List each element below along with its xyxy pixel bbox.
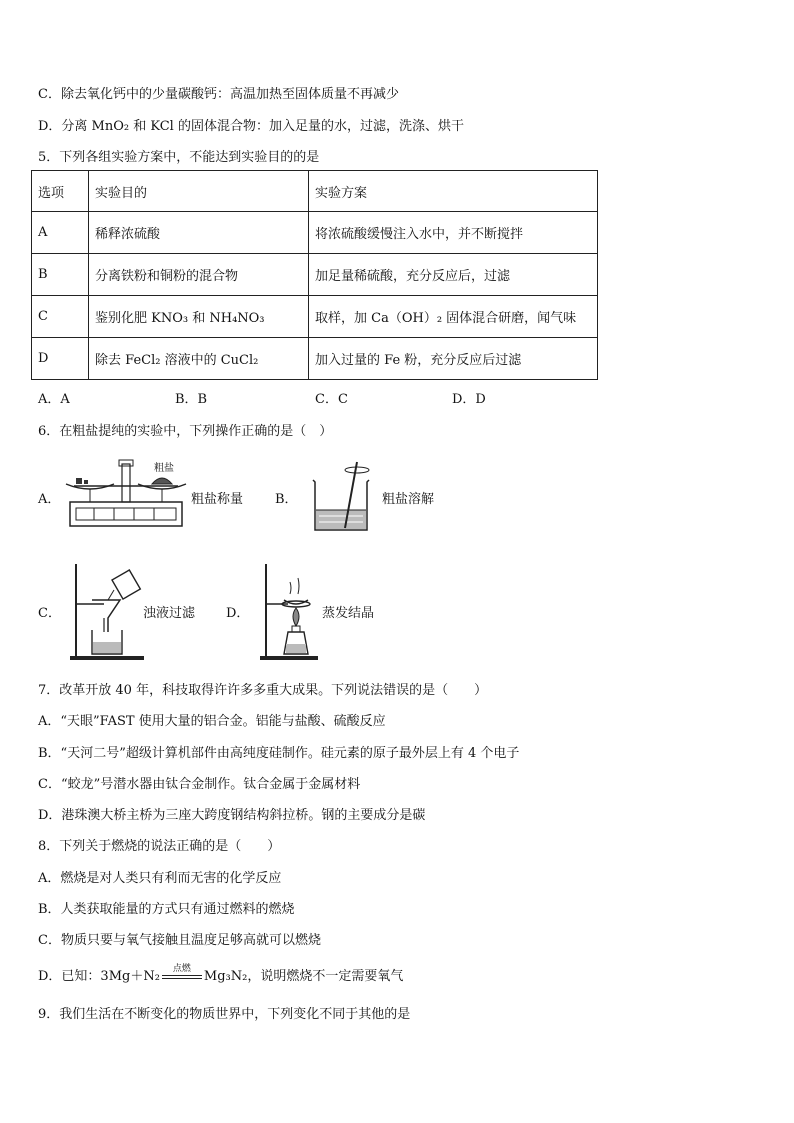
table-cell: D	[32, 338, 89, 380]
filtration-figure	[68, 560, 148, 664]
q6-option-c-letter[interactable]: C．	[38, 606, 61, 621]
reaction-arrow	[160, 964, 204, 984]
option-c[interactable]: C．C	[315, 392, 348, 407]
question-8-stem: 8．下列关于燃烧的说法正确的是（ ）	[38, 839, 281, 854]
question-6-stem: 6．在粗盐提纯的实验中，下列操作正确的是（ ）	[38, 424, 333, 439]
q6-option-c-label: 浊液过滤	[143, 606, 196, 621]
option-d[interactable]: D．D	[452, 392, 486, 407]
table-cell: B	[32, 254, 89, 296]
q8-d-prefix: D．已知：3Mg＋N₂	[38, 969, 160, 984]
table-row	[32, 338, 598, 380]
table-cell: 加足量稀硫酸，充分反应后，过滤	[309, 254, 598, 296]
table-header-cell: 实验目的	[89, 171, 309, 212]
table-cell: C	[32, 296, 89, 338]
q6-option-a-letter[interactable]: A．	[38, 492, 61, 507]
q6-option-b-label: 粗盐溶解	[382, 492, 435, 507]
q8-option-a[interactable]: A．燃烧是对人类只有利而无害的化学反应	[38, 871, 282, 886]
q8-d-suffix: ，说明燃烧不一定需要氧气	[247, 969, 404, 984]
q6-option-a-label: 粗盐称量	[191, 492, 244, 507]
salt-tag: 粗盐	[154, 463, 174, 474]
table-row	[32, 296, 598, 338]
option-d-prev: D．分离 MnO₂ 和 KCl 的固体混合物：加入足量的水，过滤，洗涤、烘干	[38, 119, 464, 134]
q7-option-b[interactable]: B．“天河二号”超级计算机部件由高纯度硅制作。硅元素的原子最外层上有 4 个电子	[38, 746, 520, 761]
beaker-stirring-figure	[305, 458, 377, 534]
q7-option-c[interactable]: C．“蛟龙”号潜水器由钛合金制作。钛合金属于金属材料	[38, 777, 361, 792]
question-5-stem: 5．下列各组实验方案中，不能达到实验目的的是	[38, 150, 320, 165]
q7-option-d[interactable]: D．港珠澳大桥主桥为三座大跨度钢结构斜拉桥。钢的主要成分是碳	[38, 808, 426, 823]
q8-option-b[interactable]: B．人类获取能量的方式只有通过燃料的燃烧	[38, 902, 295, 917]
reaction-condition: 点燃	[172, 964, 191, 974]
table-row	[32, 212, 598, 254]
q7-option-a[interactable]: A．“天眼”FAST 使用大量的铝合金。铝能与盐酸、硫酸反应	[38, 714, 386, 729]
table-cell: 取样，加 Ca（OH）₂ 固体混合研磨，闻气味	[309, 296, 598, 338]
table-cell: 加入过量的 Fe 粉，充分反应后过滤	[309, 338, 598, 380]
table-cell: 分离铁粉和铜粉的混合物	[89, 254, 309, 296]
table-header-row	[32, 171, 598, 212]
q8-d-product: Mg₃N₂	[203, 969, 248, 984]
table-cell: 鉴别化肥 KNO₃ 和 NH₄NO₃	[89, 296, 309, 338]
q6-option-b-letter[interactable]: B．	[275, 492, 298, 507]
question-5-table	[31, 170, 598, 380]
table-cell: 将浓硫酸缓慢注入水中，并不断搅拌	[309, 212, 598, 254]
option-a[interactable]: A．A	[38, 392, 70, 407]
table-header-cell: 选项	[32, 171, 89, 212]
question-7-stem: 7．改革开放 40 年，科技取得许许多多重大成果。下列说法错误的是（ ）	[38, 683, 488, 698]
table-cell: A	[32, 212, 89, 254]
q8-option-c[interactable]: C．物质只要与氧气接触且温度足够高就可以燃烧	[38, 933, 321, 948]
q8-option-d[interactable]	[38, 965, 403, 984]
q6-option-d-label: 蒸发结晶	[322, 606, 375, 621]
option-c-prev: C．除去氧化钙中的少量碳酸钙：高温加热至固体质量不再减少	[38, 87, 399, 102]
table-row	[32, 254, 598, 296]
q6-option-d-letter[interactable]: D．	[226, 606, 250, 621]
evaporation-figure	[258, 560, 322, 664]
option-b[interactable]: B．B	[175, 392, 208, 407]
table-header-cell: 实验方案	[309, 171, 598, 212]
question-9-stem: 9．我们生活在不断变化的物质世界中，下列变化不同于其他的是	[38, 1007, 411, 1022]
table-cell: 稀释浓硫酸	[89, 212, 309, 254]
table-cell: 除去 FeCl₂ 溶液中的 CuCl₂	[89, 338, 309, 380]
